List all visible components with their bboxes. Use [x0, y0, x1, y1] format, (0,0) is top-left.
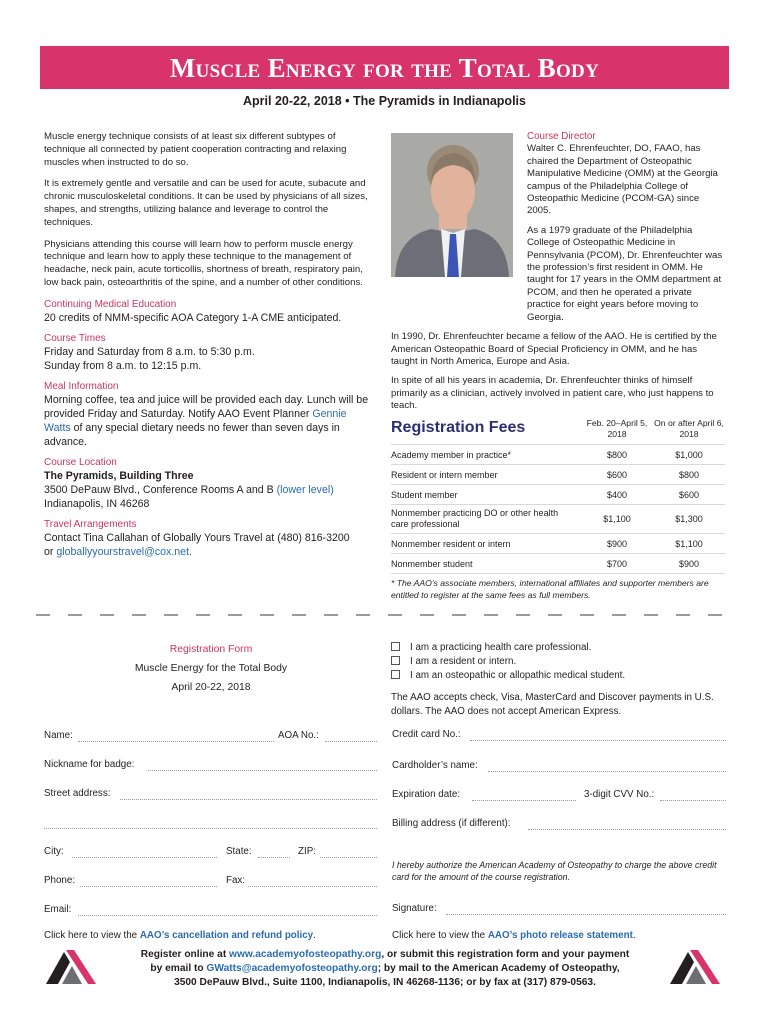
gennie-watts-link[interactable]: Gennie Watts — [44, 407, 347, 434]
fee-label: Student member — [391, 485, 581, 505]
intro-paragraph-2: It is extremely gentle and versatile and can be used for acute, subacute and chronic musculoskeletal conditions. It can be used by physicians of all sizes, shapes, and strengths, utilizing balance and leverage to control the techniques. — [44, 178, 368, 228]
state-label: State: — [226, 846, 252, 857]
travel-heading: Travel Arrangements — [44, 518, 137, 530]
fee-early: $1,100 — [581, 505, 653, 534]
location-heading: Course Location — [44, 456, 117, 468]
phone-label: Phone: — [44, 875, 76, 886]
footer-line-1 — [110, 948, 660, 962]
city-field[interactable] — [72, 857, 217, 858]
cardholder-field[interactable] — [488, 771, 726, 772]
footer-line-1-end: , or submit this registration form and your payment — [381, 949, 630, 960]
attendee-status-options — [391, 641, 721, 719]
meal-text-start: Morning coffee, tea and juice will be provided each day. Lunch will be provided Friday and Saturday. Notify AAO Event Planner — [44, 393, 369, 420]
checkbox-icon[interactable] — [391, 670, 400, 679]
course-info-column — [44, 131, 374, 559]
state-field[interactable] — [258, 857, 290, 858]
street-field-line-2[interactable] — [44, 828, 377, 829]
course-times-line-1: Friday and Saturday from 8 a.m. to 5:30 p.m. — [44, 345, 255, 358]
course-times-line-2: Sunday from 8 a.m. to 12:15 p.m. — [44, 359, 202, 372]
fee-late: $1,100 — [653, 534, 725, 554]
fee-row — [391, 485, 725, 505]
cut-line-divider — [36, 614, 736, 616]
footer-line-2-start: by email to — [150, 963, 207, 974]
email-label: Email: — [44, 904, 72, 915]
footer-line-2 — [110, 962, 660, 976]
fee-late: $800 — [653, 465, 725, 485]
fee-row — [391, 534, 725, 554]
checkbox-icon[interactable] — [391, 656, 400, 665]
fee-row — [391, 505, 725, 534]
fees-header-row — [391, 412, 725, 445]
authorization-statement: I hereby authorize the American Academy of Osteopathy to charge the above credit card for the amount of the course registration. — [392, 860, 717, 882]
aao-logo-right — [668, 946, 726, 986]
photo-release-link[interactable]: AAO’s photo release statement — [487, 930, 633, 941]
director-intro — [527, 131, 725, 218]
cancellation-suffix: . — [313, 930, 316, 941]
location-city: Indianapolis, IN 46268 — [44, 497, 150, 510]
option-student[interactable] — [391, 669, 721, 683]
meal-heading: Meal Information — [44, 380, 119, 392]
fee-late: $900 — [653, 554, 725, 574]
fee-early: $400 — [581, 485, 653, 505]
cancellation-policy-line — [44, 930, 316, 941]
director-bio-1: Walter C. Ehrenfeuchter, DO, FAAO, has chaired the Department of Osteopathic Manipulative Medicine (OMM) at the Georgia campus of the Philadelphia College of Osteopathic Medicine (PCOM-GA) since 2005. — [527, 143, 718, 217]
nickname-label: Nickname for badge: — [44, 759, 135, 770]
page-title: Muscle Energy for the Total Body — [169, 53, 600, 83]
zip-field[interactable] — [320, 857, 377, 858]
option-student-label: I am an osteopathic or allopathic medical student. — [410, 670, 626, 681]
travel-email-line — [44, 545, 374, 559]
fees-footnote: * The AAO’s associate members, international affiliates and supporter members are entitled to register at the same fees as full members. — [391, 578, 709, 600]
fee-row — [391, 465, 725, 485]
registration-fees-title: Registration Fees — [391, 419, 526, 436]
fee-label: Academy member in practice* — [391, 445, 581, 465]
director-bio-column — [391, 131, 725, 413]
meal-text — [44, 393, 374, 449]
city-label: City: — [44, 846, 64, 857]
registration-form-heading: Registration Form — [169, 644, 253, 655]
photo-release-line — [392, 930, 636, 941]
fee-late: $1,000 — [653, 445, 725, 465]
street-field[interactable] — [120, 799, 377, 800]
cardholder-label: Cardholder’s name: — [392, 760, 478, 771]
submission-instructions — [110, 948, 660, 990]
aao-logo-left — [44, 946, 102, 986]
payment-accepted-text: The AAO accepts check, Visa, MasterCard and Discover payments in U.S. dollars. The AAO does not accept American Express. — [391, 692, 714, 717]
registration-fees-table — [391, 412, 725, 574]
aoa-label: AOA No.: — [278, 730, 319, 741]
footer-line-1-start: Register online at — [140, 949, 230, 960]
aao-logo-icon — [44, 946, 102, 986]
cvv-field[interactable] — [660, 800, 726, 801]
signature-label: Signature: — [392, 903, 437, 914]
email-field[interactable] — [78, 915, 377, 916]
intro-paragraph-3: Physicians attending this course will learn how to perform muscle energy technique and learn how to apply these technique to the management of headache, neck pain, acute torticollis, shortness of breath, respiratory pain, low back pain, osteoarthritis of the spine, and a number of other conditions. — [44, 238, 363, 288]
photo-release-prefix: Click here to view the — [392, 930, 488, 941]
director-bio-3: In 1990, Dr. Ehrenfeuchter became a fellow of the AAO. He is certified by the American Osteopathic Board of Special Proficiency in OMM, and he has taught in North America, Europe and Asia. — [391, 331, 717, 367]
checkbox-icon[interactable] — [391, 642, 400, 651]
travel-email-link[interactable]: globallyyourstravel@cox.net. — [56, 545, 192, 558]
course-director-heading: Course Director — [527, 131, 596, 142]
intro-paragraph-1: Muscle energy technique consists of at least six different subtypes of technique all connected by patient cooperation contracting and relaxing muscles when instructed to do so. — [44, 131, 347, 168]
option-resident[interactable] — [391, 655, 721, 669]
fax-label: Fax: — [226, 875, 246, 886]
fee-early: $700 — [581, 554, 653, 574]
fee-row — [391, 554, 725, 574]
cme-heading: Continuing Medical Education — [44, 298, 177, 310]
fee-label: Nonmember student — [391, 554, 581, 574]
cvv-label: 3-digit CVV No.: — [584, 789, 655, 800]
fax-field[interactable] — [248, 886, 377, 887]
registration-form-header — [44, 640, 378, 697]
cancellation-prefix: Click here to view the — [44, 930, 140, 941]
meal-text-end: of any special dietary needs no fewer than seven days in advance. — [44, 421, 340, 448]
fee-early: $600 — [581, 465, 653, 485]
email-link[interactable]: GWatts@academyofosteopathy.org — [206, 963, 378, 974]
fee-label: Resident or intern member — [391, 465, 581, 485]
registration-form-dates: April 20-22, 2018 — [171, 682, 251, 693]
fees-early-header: Feb. 20–April 5, 2018 — [581, 412, 653, 445]
cancellation-policy-link[interactable]: AAO’s cancellation and refund policy — [139, 930, 314, 941]
footer-line-3: 3500 DePauw Blvd., Suite 1100, Indianapolis, IN 46268-1136; or by fax at (317) 879-0563. — [174, 977, 596, 988]
zip-label: ZIP: — [298, 846, 316, 857]
location-address — [44, 483, 374, 497]
aoa-number-field[interactable] — [325, 741, 377, 742]
fee-label: Nonmember practicing DO or other health care professional — [391, 505, 581, 534]
location-street: 3500 DePauw Blvd., Conference Rooms A and B — [44, 483, 277, 496]
option-practicing-label: I am a practicing health care professional. — [410, 642, 592, 653]
director-bio-4: In spite of all his years in academia, Dr. Ehrenfeuchter thinks of himself primarily as a clinician, actively involved in patient care, who just happens to teach. — [391, 375, 714, 412]
nickname-field[interactable] — [148, 770, 377, 771]
registration-fees-section — [391, 412, 725, 601]
footer-line-2-end: ; by mail to the American Academy of Osteopathy, — [377, 963, 620, 974]
option-resident-label: I am a resident or intern. — [410, 656, 517, 667]
street-label: Street address: — [44, 788, 111, 799]
lower-level-note: (lower level) — [276, 483, 334, 496]
fee-label: Nonmember resident or intern — [391, 534, 581, 554]
fee-early: $900 — [581, 534, 653, 554]
credit-card-label: Credit card No.: — [392, 729, 461, 740]
signature-field[interactable] — [446, 914, 726, 915]
fee-late: $600 — [653, 485, 725, 505]
event-dates-location: April 20-22, 2018 • The Pyramids in Indianapolis — [243, 94, 526, 108]
director-bio-2-text: As a 1979 graduate of the Philadelphia College of Osteopathic Medicine in Pennsylvania (PCOM), Dr. Ehrenfeuchter was the profession’s first resident in OMM. He taught for 17 years in the OMM department at PCOM, and then he operated a private practice for eight years before moving to Georgia. — [527, 224, 723, 323]
photo-release-suffix: . — [632, 930, 636, 941]
travel-or: or — [44, 545, 57, 558]
location-name: The Pyramids, Building Three — [44, 469, 194, 482]
phone-field[interactable] — [80, 886, 217, 887]
name-label: Name: — [44, 730, 73, 741]
course-times-heading: Course Times — [44, 332, 106, 344]
billing-address-field[interactable] — [528, 829, 726, 830]
travel-text: Contact Tina Callahan of Globally Yours Travel at (480) 816-3200 — [44, 531, 350, 544]
fees-late-header: On or after April 6, 2018 — [653, 412, 725, 445]
expiration-field[interactable] — [472, 800, 576, 801]
name-field[interactable] — [78, 741, 274, 742]
fees-title-cell — [391, 412, 581, 445]
registration-form-course: Muscle Energy for the Total Body — [134, 663, 288, 674]
aao-logo-icon — [668, 946, 726, 986]
title-banner — [40, 46, 729, 89]
cme-text: 20 credits of NMM-specific AOA Category 1-A CME anticipated. — [44, 311, 342, 324]
website-link[interactable]: www.academyofosteopathy.org — [229, 949, 382, 960]
fee-early: $800 — [581, 445, 653, 465]
credit-card-field[interactable] — [470, 740, 726, 741]
fee-late: $1,300 — [653, 505, 725, 534]
fee-row — [391, 445, 725, 465]
director-bio-2 — [391, 225, 725, 324]
expiration-label: Expiration date: — [392, 789, 461, 800]
option-practicing[interactable] — [391, 641, 721, 655]
billing-address-label: Billing address (if different): — [392, 818, 511, 829]
